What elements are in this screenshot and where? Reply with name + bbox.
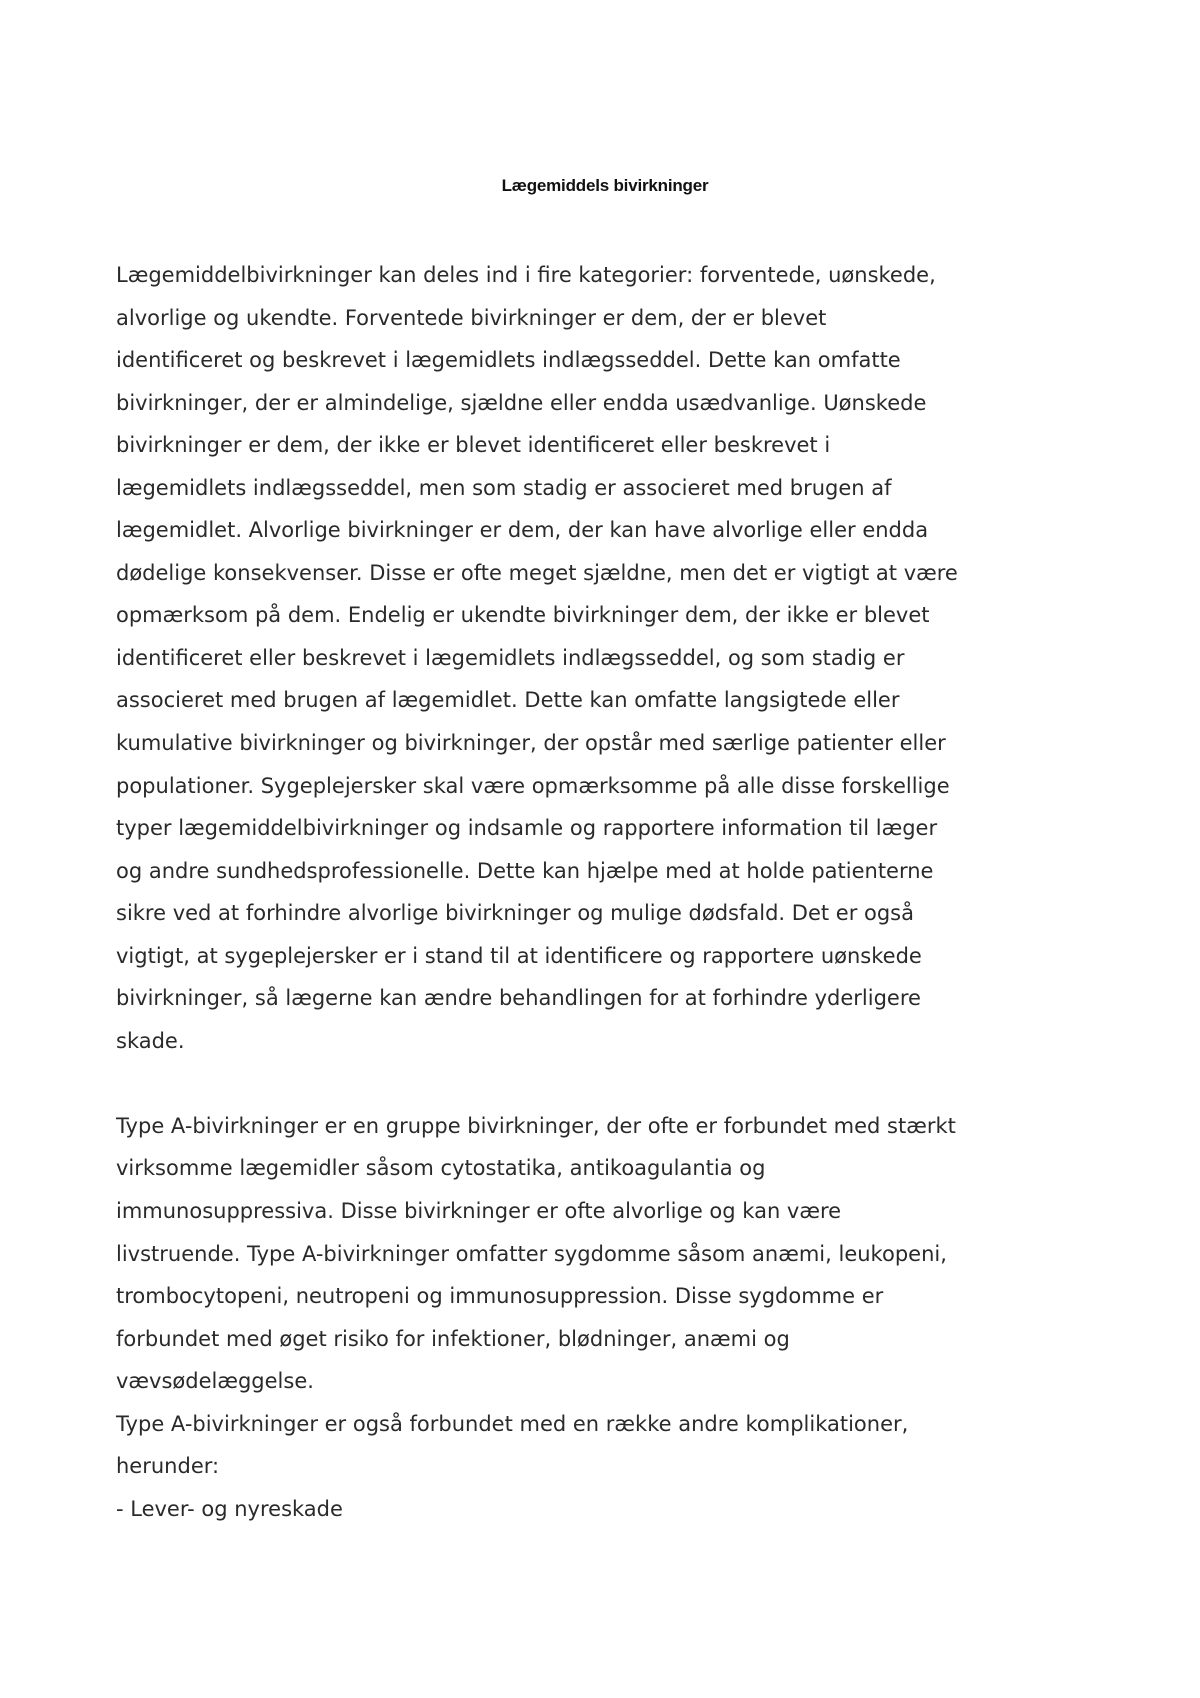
text-line: bivirkninger er dem, der ikke er blevet identificeret eller beskrevet i bbox=[116, 433, 831, 458]
text-line: alvorlige og ukendte. Forventede bivirkninger er dem, der er blevet bbox=[116, 305, 827, 330]
text-line: opmærksom på dem. Endelig er ukendte bivirkninger dem, der ikke er blevet bbox=[116, 603, 930, 628]
text-line: kumulative bivirkninger og bivirkninger, der opstår med særlige patienter eller bbox=[116, 731, 946, 756]
text-line: identificeret og beskrevet i lægemidlets indlægsseddel. Dette kan omfatte bbox=[116, 348, 901, 373]
text-line: trombocytopeni, neutropeni og immunosuppression. Disse sygdomme er bbox=[116, 1284, 884, 1309]
paragraph-categories bbox=[116, 254, 1116, 1062]
text-line: vævsødelæggelse. bbox=[116, 1369, 314, 1394]
text-line: Lægemiddelbivirkninger kan deles ind i fire kategorier: forventede, uønskede, bbox=[116, 263, 936, 287]
text-line: populationer. Sygeplejersker skal være opmærksomme på alle disse forskellige bbox=[116, 773, 950, 798]
list-item: - Lever- og nyreskade bbox=[116, 1496, 343, 1521]
text-line: dødelige konsekvenser. Disse er ofte meget sjældne, men det er vigtigt at være bbox=[116, 560, 958, 585]
text-line: vigtigt, at sygeplejersker er i stand til at identificere og rapportere uønskede bbox=[116, 943, 922, 968]
text-line: immunosuppressiva. Disse bivirkninger er ofte alvorlige og kan være bbox=[116, 1199, 842, 1224]
document-title: Lægemiddels bivirkninger bbox=[501, 176, 709, 195]
text-line: lægemidlet. Alvorlige bivirkninger er dem, der kan have alvorlige eller endda bbox=[116, 518, 929, 543]
blank-line bbox=[116, 1062, 1116, 1105]
text-line: herunder: bbox=[116, 1454, 220, 1479]
text-line: associeret med brugen af lægemidlet. Dette kan omfatte langsigtede eller bbox=[116, 688, 900, 713]
text-line: virksomme lægemidler såsom cytostatika, antikoagulantia og bbox=[116, 1156, 766, 1181]
text-line: Type A-bivirkninger er også forbundet med en række andre komplikationer, bbox=[116, 1411, 909, 1436]
text-line: og andre sundhedsprofessionelle. Dette kan hjælpe med at holde patienterne bbox=[116, 858, 934, 883]
text-line: bivirkninger, så lægerne kan ændre behandlingen for at forhindre yderligere bbox=[116, 986, 921, 1011]
text-line: forbundet med øget risiko for infektioner, blødninger, anæmi og bbox=[116, 1326, 790, 1351]
text-line: skade. bbox=[116, 1028, 185, 1053]
text-line: Type A-bivirkninger er en gruppe bivirkninger, der ofte er forbundet med stærkt bbox=[116, 1113, 956, 1138]
text-line: livstruende. Type A-bivirkninger omfatter sygdomme såsom anæmi, leukopeni, bbox=[116, 1241, 947, 1266]
text-line: identificeret eller beskrevet i lægemidlets indlægsseddel, og som stadig er bbox=[116, 645, 905, 670]
text-line: lægemidlets indlægsseddel, men som stadig er associeret med brugen af bbox=[116, 475, 892, 500]
text-line: bivirkninger, der er almindelige, sjældne eller endda usædvanlige. Uønskede bbox=[116, 390, 927, 415]
text-line: typer lægemiddelbivirkninger og indsamle og rapportere information til læger bbox=[116, 816, 938, 841]
paragraph-type-a bbox=[116, 1105, 1116, 1530]
document-body bbox=[116, 254, 1116, 1530]
text-line: sikre ved at forhindre alvorlige bivirkninger og mulige dødsfald. Det er også bbox=[116, 901, 914, 926]
